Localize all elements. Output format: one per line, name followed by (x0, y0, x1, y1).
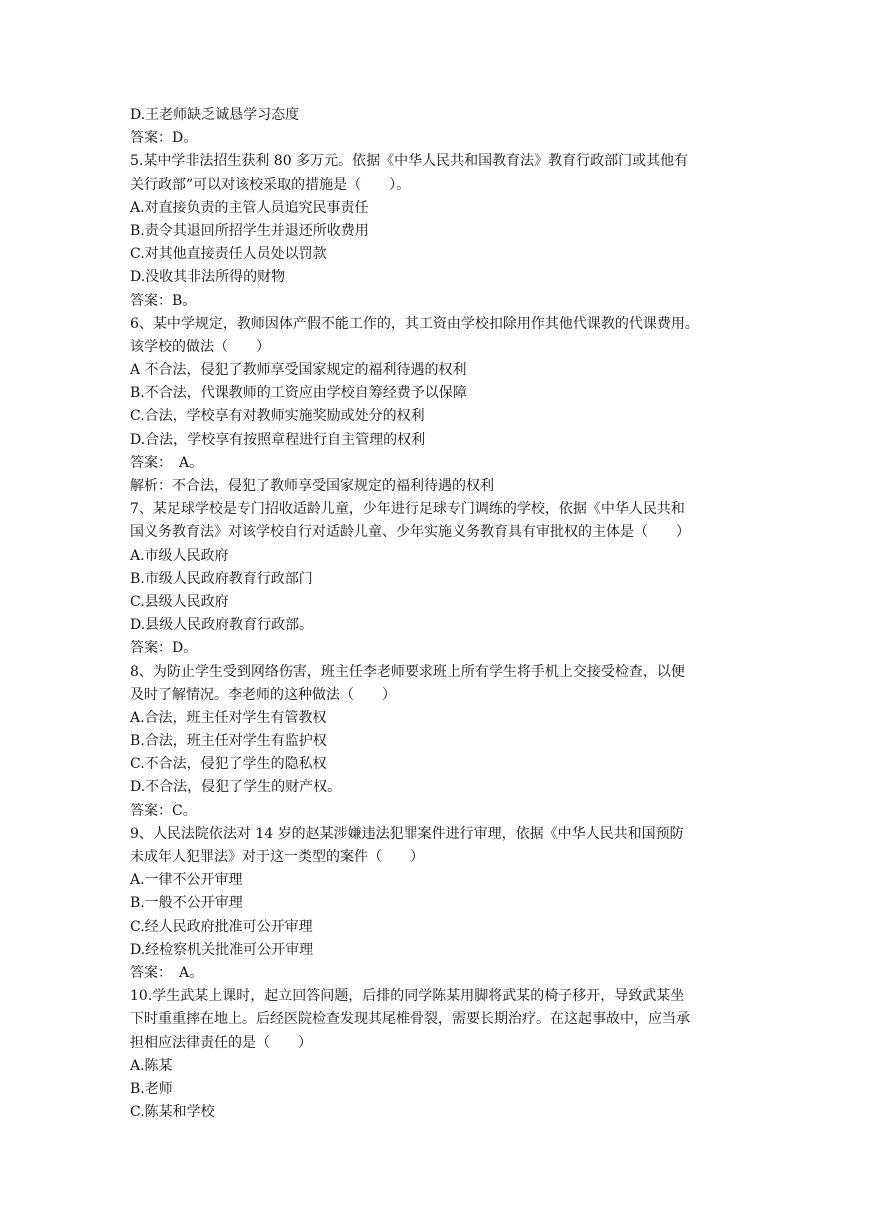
answer-line: 答案：C。 (130, 802, 197, 819)
answer-line: 答案： A。 (130, 964, 204, 981)
option-line: A.合法，班主任对学生有管教权 (130, 709, 327, 726)
option-line: C.经人民政府批准可公开审理 (130, 918, 313, 935)
answer-line: 答案：B。 (130, 292, 197, 309)
question-line: 担相应法律责任的是（ ） (130, 1034, 312, 1051)
option-line: D.合法，学校享有按照章程进行自主管理的权利 (130, 431, 426, 448)
option-line: D.没收其非法所得的财物 (130, 269, 286, 286)
option-line: B.责令其退回所招学生并退还所收费用 (130, 222, 369, 239)
text-line: D.王老师缺乏诚恳学习态度 (130, 107, 300, 123)
question-line: 国义务教育法》对该学校自行对适龄儿童、少年实施义务教育具有审批权的主体是（ ） (130, 524, 690, 541)
document-page (130, 104, 750, 1124)
option-line: B.合法，班主任对学生有监护权 (130, 733, 327, 750)
question-line: 及时了解情况。李老师的这种做法（ ） (130, 686, 396, 703)
option-line: B.老师 (130, 1080, 173, 1097)
analysis-line: 解析：不合法，侵犯了教师享受国家规定的福利待遇的权利 (130, 478, 494, 494)
option-line: A.市级人民政府 (130, 547, 229, 564)
option-line: C.不合法，侵犯了学生的隐私权 (130, 756, 327, 773)
question-line: 关行政部”可以对该校采取的措施是（ ）。 (130, 176, 411, 193)
option-line: C.合法，学校享有对教师实施奖励或处分的权利 (130, 408, 425, 425)
answer-line: 答案：D。 (130, 130, 198, 147)
option-line: A.陈某 (130, 1057, 173, 1074)
option-line: D.县级人民政府教育行政部。 (130, 617, 314, 634)
option-line: A.对直接负责的主管人员追究民事责任 (130, 199, 369, 216)
question-line: 该学校的做法（ ） (130, 338, 270, 355)
option-line: C.陈某和学校 (130, 1104, 215, 1121)
question-line: 5.某中学非法招生获利 80 多万元。依据《中华人民共和国教育法》教育行政部门或其他有 (130, 153, 689, 170)
option-line: B.市级人民政府教育行政部门 (130, 570, 313, 587)
option-line: C.对其他直接责任人员处以罚款 (130, 246, 327, 263)
question-line: 下时重重摔在地上。后经医院检查发现其尾椎骨裂，需要长期治疗。在这起事故中，应当承 (130, 1011, 690, 1028)
question-line: 10.学生武某上课时，起立回答问题，后排的同学陈某用脚将武某的椅子移开，导致武某坐 (130, 988, 685, 1005)
answer-line: 答案： A。 (130, 454, 204, 471)
option-line: D.经检察机关批准可公开审理 (130, 941, 314, 958)
option-line: A 不合法，侵犯了教师享受国家规定的福利待遇的权利 (130, 362, 467, 379)
question-line: 8、为防止学生受到网络伤害，班主任李老师要求班上所有学生将手机上交接受检查，以便 (130, 663, 685, 680)
option-line: B.一般不公开审理 (130, 895, 243, 912)
question-line: 7、某足球学校是专门招收适龄儿童，少年进行足球专门调练的学校，依据《中华人民共和 (130, 501, 685, 518)
option-line: D.不合法，侵犯了学生的财产权。 (130, 779, 342, 796)
answer-line: 答案：D。 (130, 640, 198, 657)
question-line: 未成年人犯罪法》对于这一类型的案件（ ） (130, 849, 424, 865)
option-line: A.一律不公开审理 (130, 872, 243, 889)
question-line: 6、某中学规定，教师因体产假不能工作的，其工资由学校扣除用作其他代课教的代课费用。 (130, 315, 699, 332)
question-line: 9、人民法院依法对 14 岁的赵某涉嫌违法犯罪案件进行审理，依据《中华人民共和国预防 (130, 825, 684, 842)
option-line: B.不合法，代课教师的工资应由学校自筹经费予以保障 (130, 385, 467, 402)
option-line: C.县级人民政府 (130, 593, 229, 610)
